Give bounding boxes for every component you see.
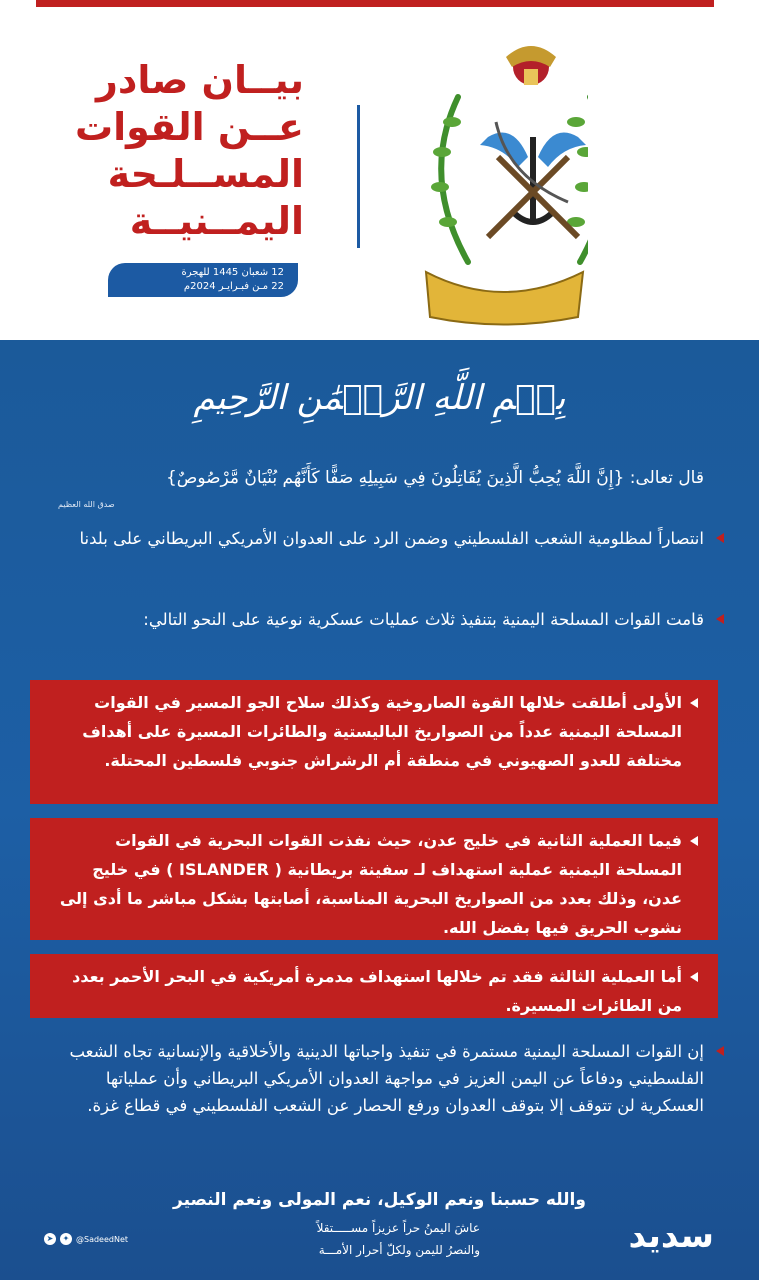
title-line-3: المســلـحة xyxy=(107,152,304,196)
social-handle[interactable]: @SadeedNet xyxy=(76,1234,129,1244)
bullet-icon xyxy=(690,836,698,846)
paragraph-intro xyxy=(54,525,704,552)
top-accent-bar xyxy=(36,0,714,7)
social-links xyxy=(44,1233,128,1245)
telegram-icon[interactable]: ➤ xyxy=(44,1233,56,1245)
paragraph-commitment xyxy=(54,1038,704,1119)
bullet-icon xyxy=(716,533,724,543)
date-badge xyxy=(108,263,298,297)
title-line-1: بيــان صادر xyxy=(95,58,304,102)
bullet-icon xyxy=(716,1046,724,1056)
statement-title xyxy=(44,57,304,245)
eagle-icon xyxy=(506,46,556,85)
header-divider xyxy=(357,105,360,248)
motto-line-1: عاشَ اليمنُ حراً عزيزاً مســـــتقلاً xyxy=(316,1221,480,1235)
bullet-icon xyxy=(690,698,698,708)
header xyxy=(0,7,759,340)
paragraph-operations-text: قامت القوات المسلحة اليمنية بتنفيذ ثلاث عمليات عسكرية نوعية على النحو التالي: xyxy=(143,610,704,629)
closing-line: والله حسبنا ونعم الوكيل، نعم المولى ونعم النصير xyxy=(173,1190,586,1210)
armed-forces-emblem xyxy=(418,27,588,327)
title-line-4: اليمــنيــة xyxy=(129,199,304,243)
operation-1-text: الأولى أطلقت خلالها القوة الصاروخية وكذلك سلاح الجو المسير في القوات المسلحة اليمنية عدداً من الصواريخ الباليستية والطائرات المسيرة على أهداف مختلفة للعدو الصهيوني في منطقة أم الرشراش جنوبي فلسطين المحتلة. xyxy=(82,693,682,770)
operation-3-box xyxy=(30,954,718,1018)
date-hijri: 12 شعبان 1445 للهجرة xyxy=(181,267,284,278)
footer-motto xyxy=(250,1217,480,1261)
date-gregorian: 22 مـن فبـرايـر 2024م xyxy=(183,281,284,292)
bullet-icon xyxy=(716,614,724,624)
motto-line-2: والنصرُ لليمن ولكلّ أحرار الأمـــة xyxy=(318,1243,480,1257)
statement-body xyxy=(0,340,759,1280)
paragraph-operations xyxy=(54,606,704,633)
sadeed-logo: سديد xyxy=(628,1216,714,1256)
title-line-2: عــن القوات xyxy=(74,105,304,149)
bullet-icon xyxy=(690,972,698,982)
operation-3-text: أما العملية الثالثة فقد تم خلالها استهداف مدمرة أمريكية في البحر الأحمر بعدد من الطائرات المسيرة. xyxy=(72,967,682,1015)
operation-2-text: فيما العملية الثانية في خليج عدن، حيث نفذت القوات البحرية في القوات المسلحة اليمنية عملية استهداف لـ سفينة بريطانية ( ISLANDER ) في خليج عدن، وذلك بعدد من الصواريخ البحرية المناسبة، أصابتها بشكل مباشر ما أدى إلى نشوب الحريق فيها بفضل الله. xyxy=(59,831,682,937)
twitter-icon[interactable]: ✦ xyxy=(60,1233,72,1245)
paragraph-commitment-text: إن القوات المسلحة اليمنية مستمرة في تنفيذ واجباتها الدينية والأخلاقية والإنسانية تجاه الشعب الفلسطيني ودفاعاً عن اليمن العزيز في مواجهة العدوان الأمريكي البريطاني وأن عملياتها العسكرية لن تتوقف إلا بتوقف العدوان ورفع الحصار عن الشعب الفلسطيني في قطاع غزة. xyxy=(69,1042,704,1115)
verse-source: صدق الله العظيم xyxy=(58,500,115,509)
bismillah: بِسۡمِ اللَّهِ الرَّحۡمَٰنِ الرَّحِيمِ xyxy=(193,378,566,418)
operation-1-box xyxy=(30,680,718,804)
quran-verse: قال تعالى: {إِنَّ اللَّهَ يُحِبُّ الَّذِينَ يُقَاتِلُونَ فِي سَبِيلِهِ صَفًّا كَأَنَّهُم بُنْيَانٌ مَّرْصُوصٌ} xyxy=(165,468,704,488)
operation-2-box xyxy=(30,818,718,940)
paragraph-intro-text: انتصاراً لمظلومية الشعب الفلسطيني وضمن الرد على العدوان الأمريكي البريطاني على بلدنا xyxy=(79,529,704,548)
